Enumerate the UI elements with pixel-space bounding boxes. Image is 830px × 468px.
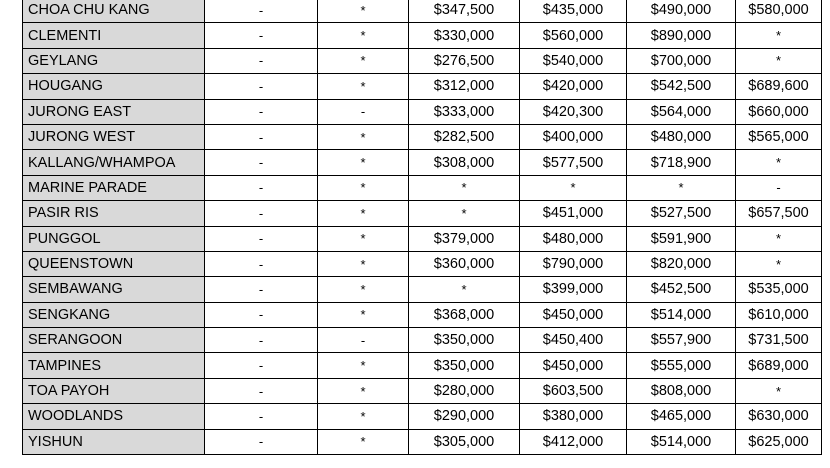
table-row (23, 23, 822, 48)
col-4-cell: $603,500 (520, 378, 627, 403)
col-3-cell: $350,000 (409, 328, 520, 353)
table-body (23, 0, 822, 455)
col-2-cell: * (318, 378, 409, 403)
table-row (23, 328, 822, 353)
col-6-cell: $689,000 (736, 353, 822, 378)
col-2-cell: * (318, 0, 409, 23)
col-1-cell: - (205, 48, 318, 73)
col-4-cell: $451,000 (520, 201, 627, 226)
table-row (23, 0, 822, 23)
col-2-cell: * (318, 226, 409, 251)
town-name-cell: SEMBAWANG (23, 277, 205, 302)
col-6-cell: - (736, 175, 822, 200)
table-row (23, 378, 822, 403)
col-1-cell: - (205, 23, 318, 48)
col-5-cell: $564,000 (627, 99, 736, 124)
col-3-cell: * (409, 175, 520, 200)
col-6-cell: * (736, 226, 822, 251)
col-1-cell: - (205, 226, 318, 251)
col-5-cell: $890,000 (627, 23, 736, 48)
table-row (23, 74, 822, 99)
col-5-cell: $557,900 (627, 328, 736, 353)
col-1-cell: - (205, 251, 318, 276)
table-row (23, 150, 822, 175)
col-2-cell: * (318, 302, 409, 327)
col-3-cell: $347,500 (409, 0, 520, 23)
col-4-cell: $380,000 (520, 404, 627, 429)
table-row (23, 404, 822, 429)
town-name-cell: TAMPINES (23, 353, 205, 378)
town-name-cell: YISHUN (23, 429, 205, 454)
col-2-cell: * (318, 124, 409, 149)
table-row (23, 175, 822, 200)
col-2-cell: - (318, 328, 409, 353)
col-4-cell: $400,000 (520, 124, 627, 149)
col-3-cell: * (409, 201, 520, 226)
table-row (23, 251, 822, 276)
col-2-cell: * (318, 23, 409, 48)
col-2-cell: * (318, 429, 409, 454)
col-3-cell: $379,000 (409, 226, 520, 251)
town-name-cell: PASIR RIS (23, 201, 205, 226)
col-2-cell: * (318, 277, 409, 302)
col-6-cell: $660,000 (736, 99, 822, 124)
col-6-cell: * (736, 150, 822, 175)
col-5-cell: $514,000 (627, 429, 736, 454)
col-3-cell: $276,500 (409, 48, 520, 73)
col-6-cell: $565,000 (736, 124, 822, 149)
col-3-cell: $280,000 (409, 378, 520, 403)
col-4-cell: $577,500 (520, 150, 627, 175)
col-2-cell: * (318, 150, 409, 175)
col-5-cell: $452,500 (627, 277, 736, 302)
col-6-cell: * (736, 378, 822, 403)
col-3-cell: $305,000 (409, 429, 520, 454)
col-3-cell: $330,000 (409, 23, 520, 48)
col-1-cell: - (205, 74, 318, 99)
table-row (23, 124, 822, 149)
col-2-cell: * (318, 48, 409, 73)
col-4-cell: $412,000 (520, 429, 627, 454)
col-2-cell: * (318, 175, 409, 200)
town-name-cell: SERANGOON (23, 328, 205, 353)
town-name-cell: KALLANG/WHAMPOA (23, 150, 205, 175)
town-name-cell: QUEENSTOWN (23, 251, 205, 276)
table-row (23, 353, 822, 378)
col-5-cell: $480,000 (627, 124, 736, 149)
col-3-cell: $290,000 (409, 404, 520, 429)
col-1-cell: - (205, 0, 318, 23)
col-5-cell: $514,000 (627, 302, 736, 327)
col-6-cell: * (736, 48, 822, 73)
col-4-cell: $450,400 (520, 328, 627, 353)
col-3-cell: $360,000 (409, 251, 520, 276)
col-1-cell: - (205, 302, 318, 327)
col-2-cell: * (318, 353, 409, 378)
col-6-cell: $535,000 (736, 277, 822, 302)
col-6-cell: $625,000 (736, 429, 822, 454)
col-4-cell: $435,000 (520, 0, 627, 23)
col-6-cell: $610,000 (736, 302, 822, 327)
col-1-cell: - (205, 429, 318, 454)
col-5-cell: $542,500 (627, 74, 736, 99)
col-1-cell: - (205, 404, 318, 429)
table-row (23, 302, 822, 327)
col-6-cell: $657,500 (736, 201, 822, 226)
col-2-cell: * (318, 74, 409, 99)
town-name-cell: GEYLANG (23, 48, 205, 73)
col-5-cell: $555,000 (627, 353, 736, 378)
col-6-cell: * (736, 23, 822, 48)
col-1-cell: - (205, 378, 318, 403)
col-5-cell: $490,000 (627, 0, 736, 23)
col-3-cell: $350,000 (409, 353, 520, 378)
col-1-cell: - (205, 201, 318, 226)
col-6-cell: $689,600 (736, 74, 822, 99)
col-2-cell: * (318, 201, 409, 226)
col-2-cell: * (318, 404, 409, 429)
col-4-cell: $399,000 (520, 277, 627, 302)
col-1-cell: - (205, 150, 318, 175)
town-name-cell: SENGKANG (23, 302, 205, 327)
col-2-cell: * (318, 251, 409, 276)
resale-price-table (22, 0, 822, 455)
col-4-cell: $540,000 (520, 48, 627, 73)
col-5-cell: $700,000 (627, 48, 736, 73)
town-name-cell: JURONG EAST (23, 99, 205, 124)
col-5-cell: $465,000 (627, 404, 736, 429)
col-4-cell: $560,000 (520, 23, 627, 48)
col-3-cell: $282,500 (409, 124, 520, 149)
col-3-cell: $333,000 (409, 99, 520, 124)
col-5-cell: * (627, 175, 736, 200)
table-row (23, 48, 822, 73)
col-4-cell: $450,000 (520, 353, 627, 378)
col-5-cell: $808,000 (627, 378, 736, 403)
col-3-cell: $312,000 (409, 74, 520, 99)
col-3-cell: * (409, 277, 520, 302)
col-6-cell: $630,000 (736, 404, 822, 429)
col-5-cell: $527,500 (627, 201, 736, 226)
table-row (23, 201, 822, 226)
col-3-cell: $368,000 (409, 302, 520, 327)
col-1-cell: - (205, 277, 318, 302)
town-name-cell: MARINE PARADE (23, 175, 205, 200)
col-6-cell: * (736, 251, 822, 276)
town-name-cell: TOA PAYOH (23, 378, 205, 403)
col-4-cell: $790,000 (520, 251, 627, 276)
col-2-cell: - (318, 99, 409, 124)
town-name-cell: WOODLANDS (23, 404, 205, 429)
col-1-cell: - (205, 124, 318, 149)
town-name-cell: JURONG WEST (23, 124, 205, 149)
col-6-cell: $580,000 (736, 0, 822, 23)
col-6-cell: $731,500 (736, 328, 822, 353)
col-4-cell: * (520, 175, 627, 200)
col-4-cell: $420,000 (520, 74, 627, 99)
town-name-cell: CLEMENTI (23, 23, 205, 48)
table-row (23, 226, 822, 251)
col-5-cell: $591,900 (627, 226, 736, 251)
col-5-cell: $718,900 (627, 150, 736, 175)
col-1-cell: - (205, 328, 318, 353)
col-4-cell: $480,000 (520, 226, 627, 251)
table-row (23, 277, 822, 302)
col-1-cell: - (205, 353, 318, 378)
town-name-cell: HOUGANG (23, 74, 205, 99)
col-4-cell: $450,000 (520, 302, 627, 327)
town-name-cell: CHOA CHU KANG (23, 0, 205, 23)
table-row (23, 99, 822, 124)
col-1-cell: - (205, 175, 318, 200)
col-1-cell: - (205, 99, 318, 124)
table-row (23, 429, 822, 454)
town-name-cell: PUNGGOL (23, 226, 205, 251)
col-3-cell: $308,000 (409, 150, 520, 175)
col-4-cell: $420,300 (520, 99, 627, 124)
col-5-cell: $820,000 (627, 251, 736, 276)
